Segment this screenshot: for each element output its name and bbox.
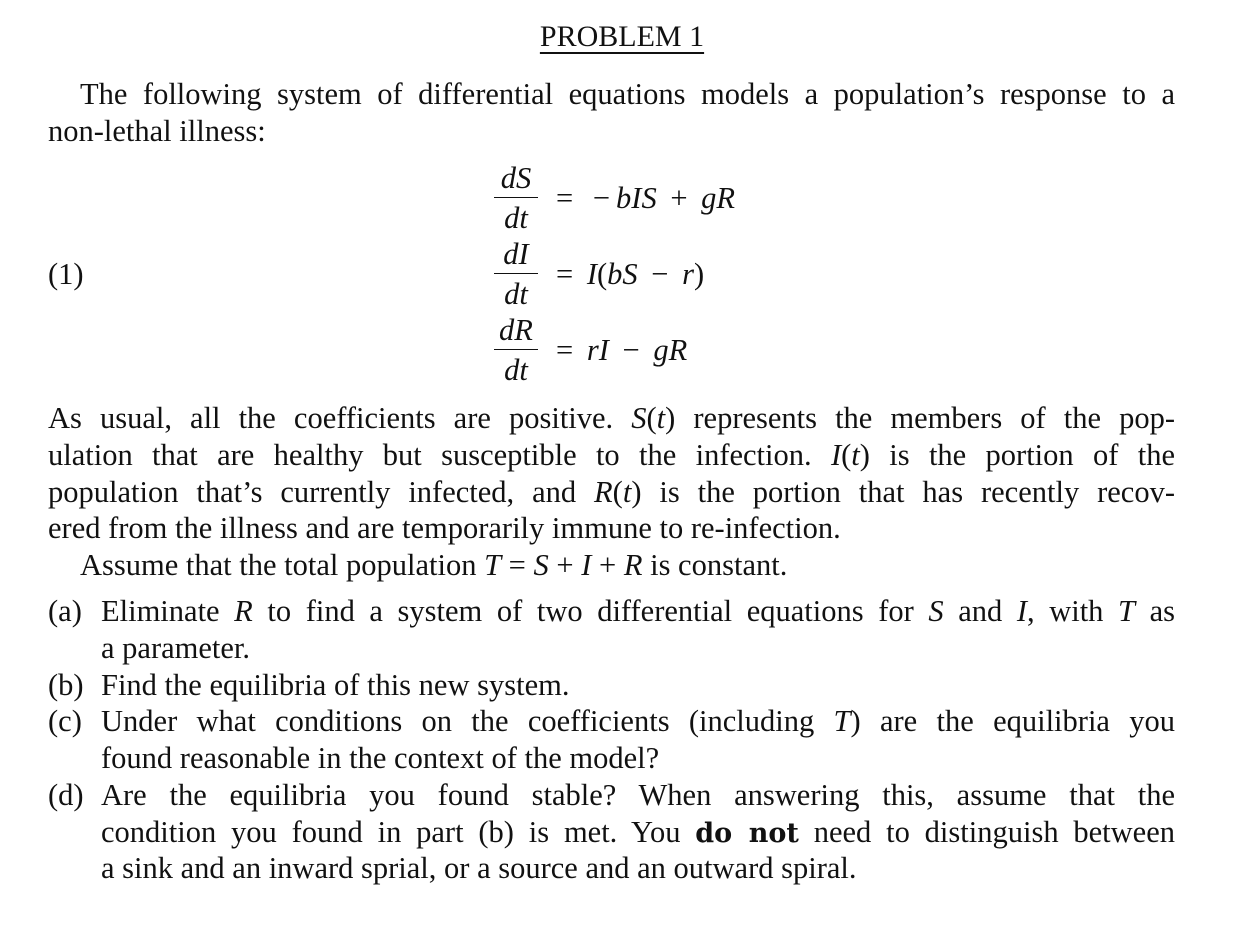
equation-row <box>490 312 687 388</box>
item-line: Under what conditions on the coefficients (including T) are the equilibria you <box>101 704 1176 738</box>
derivative-fraction <box>490 237 542 312</box>
item-label: (d) <box>48 778 84 812</box>
fraction-denominator: dt <box>504 201 528 236</box>
intro-line-2: non-lethal illness: <box>48 114 266 148</box>
fraction-denominator: dt <box>504 277 528 312</box>
fraction-bar <box>494 349 538 351</box>
fraction-numerator: dI <box>503 236 529 271</box>
item-line: found reasonable in the context of the model? <box>101 741 660 775</box>
paragraph-line-1: As usual, all the coefficients are positive. S(t) represents the members of the pop- <box>48 401 1175 435</box>
item-line: Are the equilibria you found stable? When answering this, assume that the <box>101 778 1175 812</box>
item-line: a parameter. <box>101 631 251 665</box>
equation-rhs: = − bIS + gR <box>556 181 736 215</box>
intro-line-1: The following system of differential equations models a population’s response to a <box>80 77 1175 111</box>
item-line: a sink and an inward sprial, or a source and an outward spiral. <box>101 851 857 885</box>
item-label: (c) <box>48 704 82 738</box>
problem-title <box>0 20 1244 54</box>
fraction-bar <box>494 273 538 275</box>
fraction-denominator: dt <box>504 353 528 388</box>
item-line: Find the equilibria of this new system. <box>101 668 570 702</box>
paragraph-line-5: Assume that the total population T = S + I + R is constant. <box>80 548 788 582</box>
item-label: (b) <box>48 668 84 702</box>
item-label: (a) <box>48 594 82 628</box>
item-line: condition you found in part (b) is met. You do not need to distinguish between <box>101 815 1176 849</box>
equation-row <box>490 236 704 312</box>
equation-rhs: = rI − gR <box>556 333 688 367</box>
fraction-numerator: dR <box>499 312 533 347</box>
paragraph-line-4: ered from the illness and are temporarily immune to re-infection. <box>48 511 841 545</box>
problem-title-text: PROBLEM 1 <box>539 20 705 53</box>
paragraph-line-3: population that’s currently infected, and R(t) is the portion that has recently recov- <box>48 475 1175 509</box>
equation-row <box>490 160 735 236</box>
derivative-fraction <box>490 313 542 388</box>
derivative-fraction <box>490 161 542 236</box>
item-line: Eliminate R to find a system of two differential equations for S and I, with T as <box>101 594 1175 628</box>
paragraph-line-2: ulation that are healthy but susceptible to the infection. I(t) is the portion of the <box>48 438 1175 472</box>
equation-number: (1) <box>48 257 84 291</box>
fraction-numerator: dS <box>500 160 532 195</box>
equation-rhs: = I(bS − r) <box>556 257 705 291</box>
fraction-bar <box>494 197 538 199</box>
